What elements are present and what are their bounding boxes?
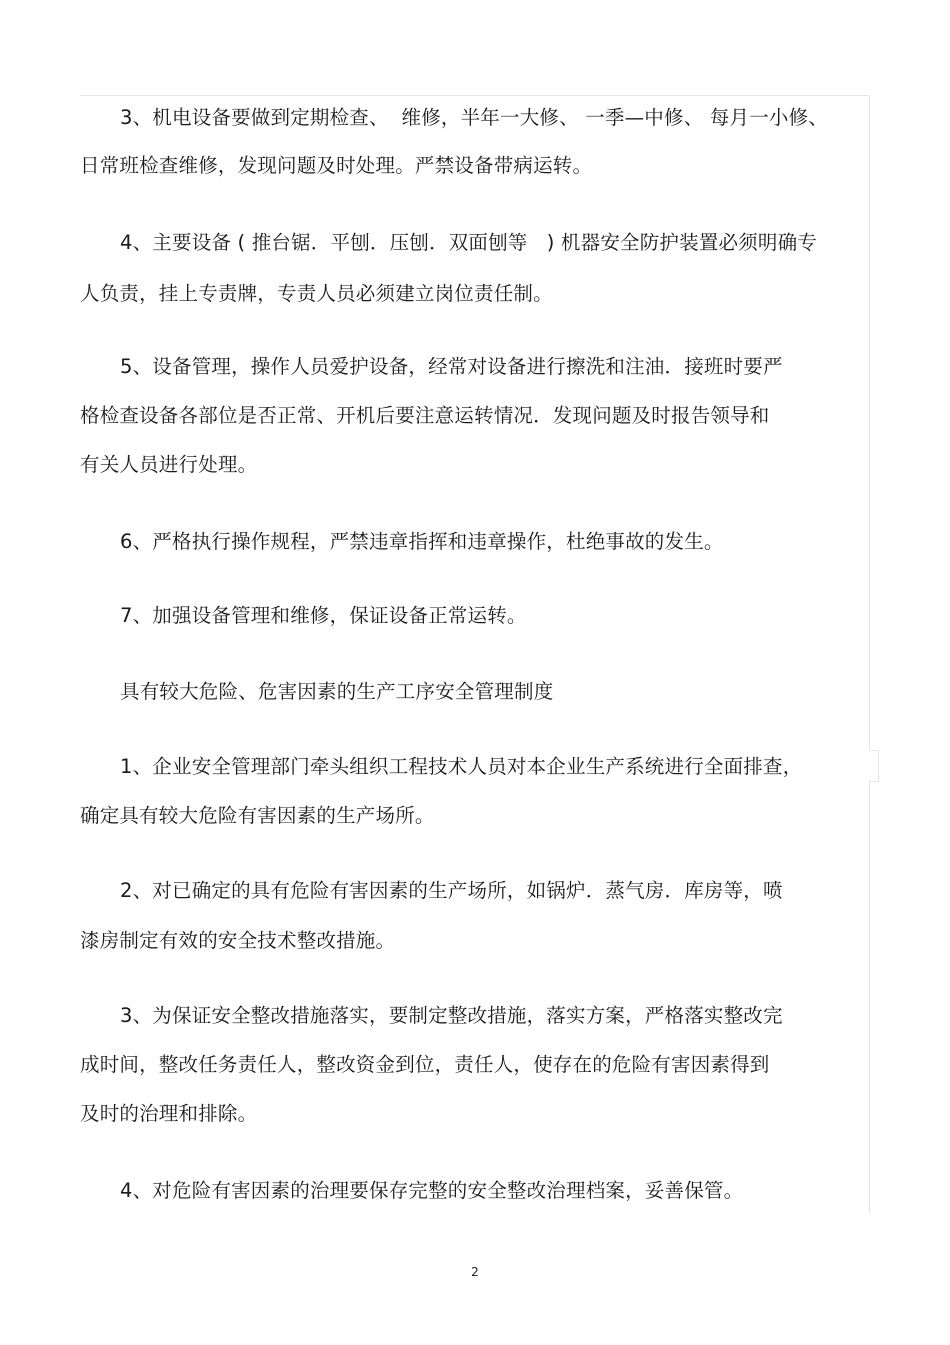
paragraph-3-line-3: 有关人员进行处理。: [80, 453, 258, 476]
paragraph-9-line-2: 成时间，整改任务责任人，整改资金到位，责任人，使存在的危险有害因素得到: [80, 1053, 770, 1076]
paragraph-5-line-1: 7、加强设备管理和维修，保证设备正常运转。: [120, 604, 527, 627]
paragraph-2-line-2: 人负责，挂上专责牌，专责人员必须建立岗位责任制。: [80, 282, 553, 305]
page-edge-tab: [869, 750, 879, 782]
page-right-border: [869, 95, 870, 1213]
paragraph-8-line-1: 2、对已确定的具有危险有害因素的生产场所，如锅炉．蒸气房．库房等，喷: [120, 879, 783, 902]
paragraph-7-line-1: 1、企业安全管理部门牵头组织工程技术人员对本企业生产系统进行全面排查，: [120, 755, 803, 778]
paragraph-3-line-2: 格检查设备各部位是否正常、开机后要注意运转情况．发现问题及时报告领导和: [80, 404, 770, 427]
paragraph-8-line-2: 漆房制定有效的安全技术整改措施。: [80, 929, 396, 952]
paragraph-2-line-1: 4、主要设备 ( 推台锯．平刨．压刨．双面刨等 ) 机器安全防护装置必须明确专: [120, 231, 818, 254]
paragraph-1-line-1: 3、机电设备要做到定期检查、 维修，半年一大修、 一季—中修、 每月一小修、: [120, 106, 829, 129]
paragraph-3-line-1: 5、设备管理，操作人员爱护设备，经常对设备进行擦洗和注油．接班时要严: [120, 355, 783, 378]
page-top-border: [80, 95, 870, 96]
paragraph-1-line-2: 日常班检查维修，发现问题及时处理。严禁设备带病运转。: [80, 154, 593, 177]
paragraph-9-line-1: 3、为保证安全整改措施落实，要制定整改措施，落实方案，严格落实整改完: [120, 1004, 783, 1027]
paragraph-9-line-3: 及时的治理和排除。: [80, 1102, 258, 1125]
paragraph-10-line-1: 4、对危险有害因素的治理要保存完整的安全整改治理档案，妥善保管。: [120, 1179, 744, 1202]
section-heading: 具有较大危险、危害因素的生产工序安全管理制度: [120, 680, 554, 703]
paragraph-4-line-1: 6、严格执行操作规程，严禁违章指挥和违章操作，杜绝事故的发生。: [120, 530, 724, 553]
page-number: 2: [471, 1265, 479, 1279]
paragraph-7-line-2: 确定具有较大危险有害因素的生产场所。: [80, 804, 435, 827]
